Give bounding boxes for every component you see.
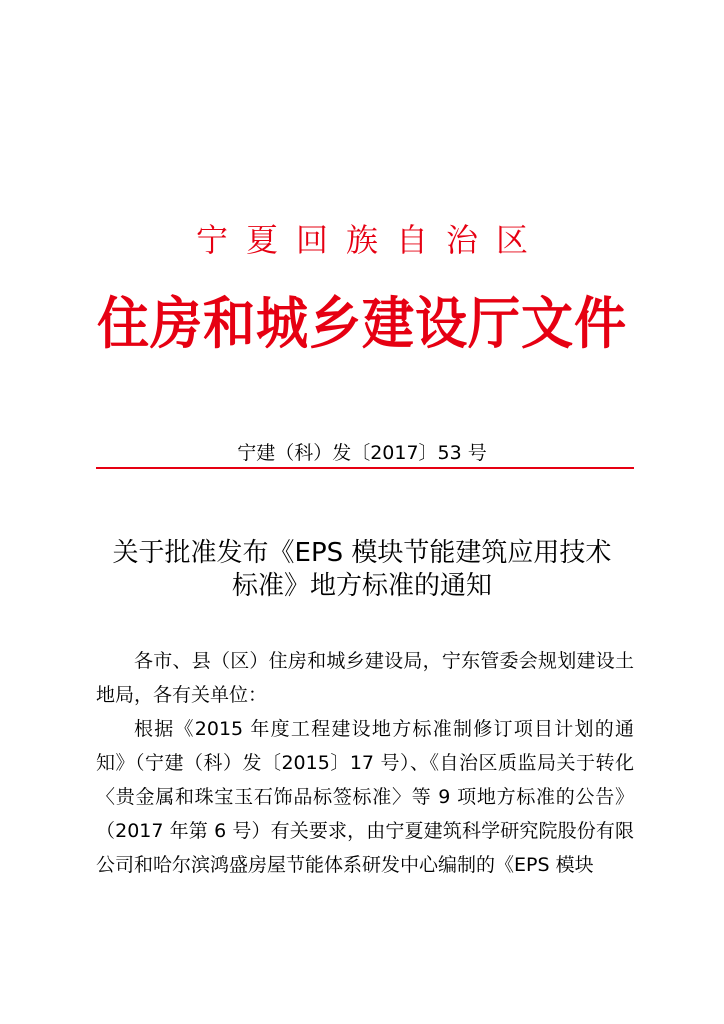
red-divider-line (96, 467, 634, 469)
document-title-line-2: 标准》地方标准的通知 (231, 571, 492, 601)
document-body (96, 644, 634, 882)
document-title (60, 537, 664, 603)
issuing-agency: 住房和城乡建设厅文件 (96, 292, 628, 357)
salutation-paragraph: 各市、县（区）住房和城乡建设局，宁东管委会规划建设土地局，各有关单位： (96, 650, 634, 706)
document-title-line-1: 关于批准发布《EPS 模块节能建筑应用技术 (112, 538, 612, 568)
document-number: 宁建（科）发〔2017〕53 号 (237, 442, 487, 464)
body-paragraph: 根据《2015 年度工程建设地方标准制修订项目计划的通知》（宁建（科）发〔2015〕17 号）、《自治区质监局关于转化〈贵金属和珠宝玉石饰品标签标准〉等 9 项地方标准的公告》（2017 年第 6 号）有关要求，由宁夏建筑科学研究院股份有限公司和哈尔滨鸿盛房屋节能体系研发中心编制的《EPS 模块 (96, 718, 634, 876)
issuing-region: 宁夏回族自治区 (195, 221, 546, 259)
